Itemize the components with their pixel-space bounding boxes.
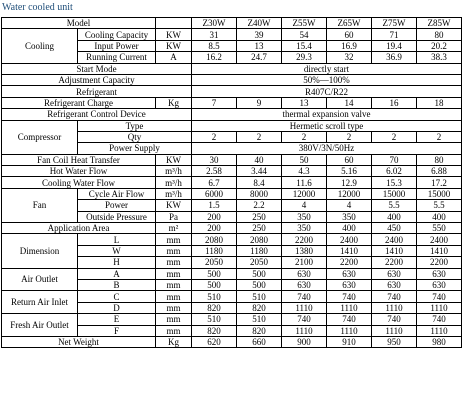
value-cell: 350 <box>282 211 327 222</box>
value-cell: 500 <box>192 279 237 290</box>
value-cell: 15.4 <box>282 40 327 51</box>
param-label: Cycle Air Flow <box>78 188 156 199</box>
value-cell: 660 <box>237 336 282 347</box>
value-cell: 2 <box>417 131 462 142</box>
value-cell: 250 <box>237 211 282 222</box>
value-cell: 11.6 <box>282 177 327 188</box>
value-cell: 60 <box>327 29 372 40</box>
param-label: Type <box>78 120 192 131</box>
unit-cell: mm <box>156 302 192 313</box>
value-cell: 820 <box>237 325 282 336</box>
model-name: Z85W <box>417 18 462 29</box>
value-cell: 350 <box>327 211 372 222</box>
value-cell: 2200 <box>372 257 417 268</box>
unit-cell: mm <box>156 268 192 279</box>
row-adjustment-capacity <box>2 74 462 85</box>
shared-value-cell: Hermetic scroll type <box>192 120 462 131</box>
group-return-air-inlet: Return Air Inlet <box>2 291 78 314</box>
value-cell: 740 <box>372 291 417 302</box>
param-label: A <box>78 268 156 279</box>
value-cell: 500 <box>237 279 282 290</box>
value-cell: 1110 <box>327 325 372 336</box>
value-cell: 2100 <box>282 257 327 268</box>
row-net-weight <box>2 336 462 347</box>
value-cell: 200 <box>192 211 237 222</box>
value-cell: 1110 <box>327 302 372 313</box>
shared-value-cell: directly start <box>192 63 462 74</box>
unit-cell: m³/h <box>156 166 192 177</box>
value-cell: 910 <box>327 336 372 347</box>
value-cell: 6000 <box>192 188 237 199</box>
value-cell: 14 <box>327 97 372 108</box>
value-cell: 400 <box>372 211 417 222</box>
row-compressor-type <box>2 120 462 131</box>
group-dimension: Dimension <box>2 234 78 268</box>
param-label: L <box>78 234 156 245</box>
value-cell: 20.2 <box>417 40 462 51</box>
unit-cell: mm <box>156 257 192 268</box>
unit-cell: mm <box>156 245 192 256</box>
unit-cell: KW <box>156 200 192 211</box>
value-cell: 30 <box>192 154 237 165</box>
value-cell: 2.58 <box>192 166 237 177</box>
param-label: H <box>78 257 156 268</box>
value-cell: 500 <box>192 268 237 279</box>
value-cell: 2200 <box>327 257 372 268</box>
value-cell: 54 <box>282 29 327 40</box>
shared-value-cell: thermal expansion valve <box>192 109 462 120</box>
row-cooling-capacity <box>2 29 462 40</box>
param-label: Cooling Water Flow <box>2 177 156 188</box>
value-cell: 16.9 <box>327 40 372 51</box>
sheet-title-bar <box>0 0 463 17</box>
unit-cell: m² <box>156 223 192 234</box>
param-label: W <box>78 245 156 256</box>
value-cell: 36.9 <box>372 52 417 63</box>
value-cell: 2400 <box>327 234 372 245</box>
value-cell: 4 <box>327 200 372 211</box>
unit-cell: Kg <box>156 97 192 108</box>
value-cell: 1180 <box>237 245 282 256</box>
row-fan-coil-heat <box>2 154 462 165</box>
value-cell: 1110 <box>417 325 462 336</box>
value-cell: 7 <box>192 97 237 108</box>
value-cell: 450 <box>372 223 417 234</box>
row-start-mode <box>2 63 462 74</box>
value-cell: 18 <box>417 97 462 108</box>
value-cell: 2.2 <box>237 200 282 211</box>
value-cell: 400 <box>327 223 372 234</box>
unit-cell: m³/h <box>156 188 192 199</box>
value-cell: 500 <box>237 268 282 279</box>
value-cell: 510 <box>237 291 282 302</box>
group-fan: Fan <box>2 188 78 222</box>
value-cell: 2050 <box>192 257 237 268</box>
value-cell: 630 <box>372 279 417 290</box>
value-cell: 630 <box>282 268 327 279</box>
group-compressor: Compressor <box>2 120 78 154</box>
unit-cell: KW <box>156 40 192 51</box>
row-refrigerant <box>2 86 462 97</box>
value-cell: 16.2 <box>192 52 237 63</box>
value-cell: 70 <box>372 154 417 165</box>
param-label: Application Area <box>2 223 156 234</box>
row-return-air-c <box>2 291 462 302</box>
value-cell: 8.5 <box>192 40 237 51</box>
spec-table <box>1 17 462 348</box>
value-cell: 740 <box>327 314 372 325</box>
param-label: C <box>78 291 156 302</box>
value-cell: 1380 <box>282 245 327 256</box>
value-cell: 550 <box>417 223 462 234</box>
value-cell: 820 <box>192 302 237 313</box>
shared-value-cell: 50%—100% <box>192 74 462 85</box>
param-label: Running Current <box>78 52 156 63</box>
unit-cell: KW <box>156 29 192 40</box>
value-cell: 620 <box>192 336 237 347</box>
value-cell: 980 <box>417 336 462 347</box>
value-cell: 38.3 <box>417 52 462 63</box>
value-cell: 17.2 <box>417 177 462 188</box>
value-cell: 15000 <box>372 188 417 199</box>
value-cell: 1180 <box>192 245 237 256</box>
value-cell: 31 <box>192 29 237 40</box>
param-label: E <box>78 314 156 325</box>
row-air-outlet-a <box>2 268 462 279</box>
value-cell: 2 <box>327 131 372 142</box>
value-cell: 13 <box>282 97 327 108</box>
model-label: Model <box>2 18 156 29</box>
row-cooling-water-flow <box>2 177 462 188</box>
value-cell: 1110 <box>372 325 417 336</box>
value-cell: 8000 <box>237 188 282 199</box>
param-label: Adjustment Capacity <box>2 74 192 85</box>
value-cell: 71 <box>372 29 417 40</box>
row-refrigerant-control <box>2 109 462 120</box>
model-name: Z55W <box>282 18 327 29</box>
value-cell: 5.5 <box>372 200 417 211</box>
value-cell: 6.7 <box>192 177 237 188</box>
shared-value-cell: 380V/3N/50Hz <box>192 143 462 154</box>
value-cell: 2080 <box>237 234 282 245</box>
value-cell: 900 <box>282 336 327 347</box>
value-cell: 820 <box>192 325 237 336</box>
value-cell: 1410 <box>417 245 462 256</box>
value-cell: 5.5 <box>417 200 462 211</box>
value-cell: 4 <box>282 200 327 211</box>
value-cell: 13 <box>237 40 282 51</box>
row-application-area <box>2 223 462 234</box>
param-label: Power <box>78 200 156 211</box>
unit-cell: A <box>156 52 192 63</box>
value-cell: 2 <box>282 131 327 142</box>
value-cell: 2400 <box>372 234 417 245</box>
value-cell: 510 <box>192 314 237 325</box>
value-cell: 15000 <box>417 188 462 199</box>
value-cell: 740 <box>282 291 327 302</box>
value-cell: 630 <box>372 268 417 279</box>
unit-cell: Kg <box>156 336 192 347</box>
value-cell: 1110 <box>282 325 327 336</box>
param-label: Qty <box>78 131 192 142</box>
param-label: Fan Coil Heat Transfer <box>2 154 156 165</box>
param-label: Power Supply <box>78 143 192 154</box>
unit-cell: m³/h <box>156 177 192 188</box>
group-fresh-air-outlet: Fresh Air Outlet <box>2 314 78 337</box>
value-cell: 3.44 <box>237 166 282 177</box>
value-cell: 80 <box>417 154 462 165</box>
value-cell: 630 <box>327 268 372 279</box>
value-cell: 2400 <box>417 234 462 245</box>
param-label: Refrigerant <box>2 86 192 97</box>
row-model <box>2 18 462 29</box>
value-cell: 630 <box>417 279 462 290</box>
value-cell: 29.3 <box>282 52 327 63</box>
value-cell: 40 <box>237 154 282 165</box>
param-label: Start Mode <box>2 63 192 74</box>
value-cell: 510 <box>237 314 282 325</box>
unit-cell: mm <box>156 279 192 290</box>
value-cell: 6.88 <box>417 166 462 177</box>
value-cell: 1410 <box>327 245 372 256</box>
unit-cell: mm <box>156 291 192 302</box>
sheet-title: Water cooled unit <box>2 2 73 13</box>
param-label: Net Weight <box>2 336 156 347</box>
unit-cell: Pa <box>156 211 192 222</box>
param-label: Outside Pressure <box>78 211 156 222</box>
value-cell: 630 <box>282 279 327 290</box>
value-cell: 2050 <box>237 257 282 268</box>
value-cell: 12.9 <box>327 177 372 188</box>
value-cell: 19.4 <box>372 40 417 51</box>
unit-cell <box>156 18 192 29</box>
value-cell: 24.7 <box>237 52 282 63</box>
unit-cell: KW <box>156 154 192 165</box>
param-label: Input Power <box>78 40 156 51</box>
value-cell: 4.3 <box>282 166 327 177</box>
value-cell: 350 <box>282 223 327 234</box>
row-dimension-l <box>2 234 462 245</box>
value-cell: 630 <box>327 279 372 290</box>
row-fresh-air-e <box>2 314 462 325</box>
shared-value-cell: R407C/R22 <box>192 86 462 97</box>
value-cell: 80 <box>417 29 462 40</box>
value-cell: 2080 <box>192 234 237 245</box>
value-cell: 2 <box>237 131 282 142</box>
param-label: Hot Water Flow <box>2 166 156 177</box>
value-cell: 9 <box>237 97 282 108</box>
value-cell: 12000 <box>327 188 372 199</box>
value-cell: 200 <box>192 223 237 234</box>
value-cell: 740 <box>417 314 462 325</box>
value-cell: 1110 <box>417 302 462 313</box>
value-cell: 250 <box>237 223 282 234</box>
value-cell: 740 <box>282 314 327 325</box>
value-cell: 60 <box>327 154 372 165</box>
param-label: Refrigerant Charge <box>2 97 156 108</box>
row-refrigerant-charge <box>2 97 462 108</box>
value-cell: 820 <box>237 302 282 313</box>
value-cell: 50 <box>282 154 327 165</box>
value-cell: 8.4 <box>237 177 282 188</box>
group-air-outlet: Air Outlet <box>2 268 78 291</box>
group-cooling: Cooling <box>2 29 78 63</box>
value-cell: 1110 <box>282 302 327 313</box>
value-cell: 15.3 <box>372 177 417 188</box>
value-cell: 510 <box>192 291 237 302</box>
value-cell: 16 <box>372 97 417 108</box>
value-cell: 1.5 <box>192 200 237 211</box>
value-cell: 12000 <box>282 188 327 199</box>
value-cell: 1410 <box>372 245 417 256</box>
param-label: F <box>78 325 156 336</box>
value-cell: 740 <box>417 291 462 302</box>
param-label: D <box>78 302 156 313</box>
param-label: Cooling Capacity <box>78 29 156 40</box>
param-label: Refrigerant Control Device <box>2 109 192 120</box>
value-cell: 400 <box>417 211 462 222</box>
model-name: Z75W <box>372 18 417 29</box>
row-hot-water-flow <box>2 166 462 177</box>
value-cell: 2200 <box>417 257 462 268</box>
value-cell: 1110 <box>372 302 417 313</box>
value-cell: 32 <box>327 52 372 63</box>
unit-cell: mm <box>156 314 192 325</box>
value-cell: 2200 <box>282 234 327 245</box>
unit-cell: mm <box>156 325 192 336</box>
value-cell: 630 <box>417 268 462 279</box>
value-cell: 950 <box>372 336 417 347</box>
unit-cell: mm <box>156 234 192 245</box>
value-cell: 740 <box>372 314 417 325</box>
model-name: Z65W <box>327 18 372 29</box>
model-name: Z30W <box>192 18 237 29</box>
param-label: B <box>78 279 156 290</box>
value-cell: 2 <box>372 131 417 142</box>
value-cell: 740 <box>327 291 372 302</box>
value-cell: 6.02 <box>372 166 417 177</box>
value-cell: 5.16 <box>327 166 372 177</box>
row-cycle-air-flow <box>2 188 462 199</box>
model-name: Z40W <box>237 18 282 29</box>
value-cell: 2 <box>192 131 237 142</box>
value-cell: 39 <box>237 29 282 40</box>
